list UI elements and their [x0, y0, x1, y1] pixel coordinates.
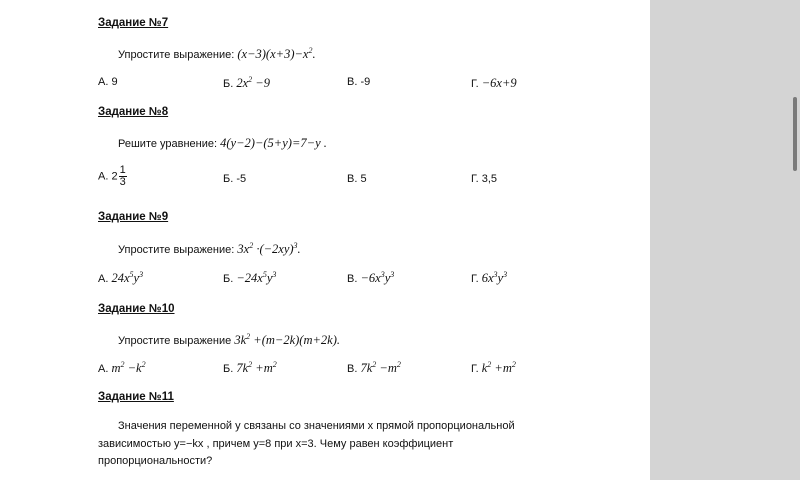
prompt-text: Упростите выражение:: [118, 244, 235, 256]
option-d[interactable]: Г. $6x^3y^3$: [471, 270, 508, 285]
math-expression: $3k^2 +(m-2k)(m+2k)$.: [234, 332, 340, 347]
option-d[interactable]: Г. −6x+9: [471, 76, 517, 90]
answer-options: [98, 164, 578, 193]
option-c[interactable]: В. 5: [347, 173, 367, 185]
prompt-text: Упростите выражение: [118, 335, 232, 347]
task-prompt: [118, 333, 340, 348]
option-b[interactable]: Б. $2x^2 -9$: [223, 75, 270, 90]
task-heading: Задание №7: [98, 17, 169, 29]
math-expression: $3x^2 \cdot(-2xy)^3$.: [237, 241, 301, 256]
prompt-text: Решите уравнение:: [118, 138, 218, 150]
paragraph-line: пропорциональности?: [98, 455, 213, 467]
option-b[interactable]: Б. $7k^2 +m^2$: [223, 360, 277, 375]
answer-options: [98, 76, 578, 94]
paragraph-line: зависимостью y=−kx , причем y=8 при x=3. Чему равен коэффициент: [98, 437, 454, 450]
vertical-scrollbar[interactable]: [793, 97, 797, 171]
task-heading: Задание №10: [98, 303, 175, 315]
math-expression: 4(y−2)−(5+y)=7−y .: [220, 136, 327, 150]
task-heading: Задание №9: [98, 211, 169, 223]
option-a[interactable]: А. 9: [98, 76, 118, 88]
task-prompt: [118, 242, 301, 257]
task-heading: Задание №8: [98, 106, 169, 118]
fraction: $\frac{1}{3}$: [119, 164, 126, 188]
option-c[interactable]: В. $-6x^3y^3$: [347, 270, 395, 285]
answer-options: [98, 271, 578, 289]
math-expression: $(x-3)(x+3)-x^2$.: [237, 46, 316, 61]
workspace-gutter: [650, 0, 800, 480]
answer-options: [98, 361, 578, 379]
task-heading: Задание №11: [98, 391, 174, 403]
option-a[interactable]: А. 2 $\frac{1}{3}$: [98, 164, 126, 188]
task-prompt: [118, 47, 316, 62]
prompt-text: Упростите выражение:: [118, 49, 235, 61]
option-a[interactable]: А. $m^2 -k^2$: [98, 360, 146, 375]
option-d[interactable]: Г. 3,5: [471, 173, 498, 185]
option-c[interactable]: В. $7k^2 -m^2$: [347, 360, 401, 375]
task-paragraph: [98, 418, 572, 471]
option-b[interactable]: Б. $-24x^5y^3$: [223, 270, 277, 285]
option-b[interactable]: Б. -5: [223, 173, 247, 185]
option-a[interactable]: А. $24x^5y^3$: [98, 270, 144, 285]
task-prompt: [118, 136, 327, 151]
option-c[interactable]: В. -9: [347, 76, 371, 88]
option-d[interactable]: Г. $k^2 +m^2$: [471, 360, 516, 375]
paragraph-line: Значения переменной y связаны со значениями x прямой пропорциональной: [118, 420, 515, 432]
